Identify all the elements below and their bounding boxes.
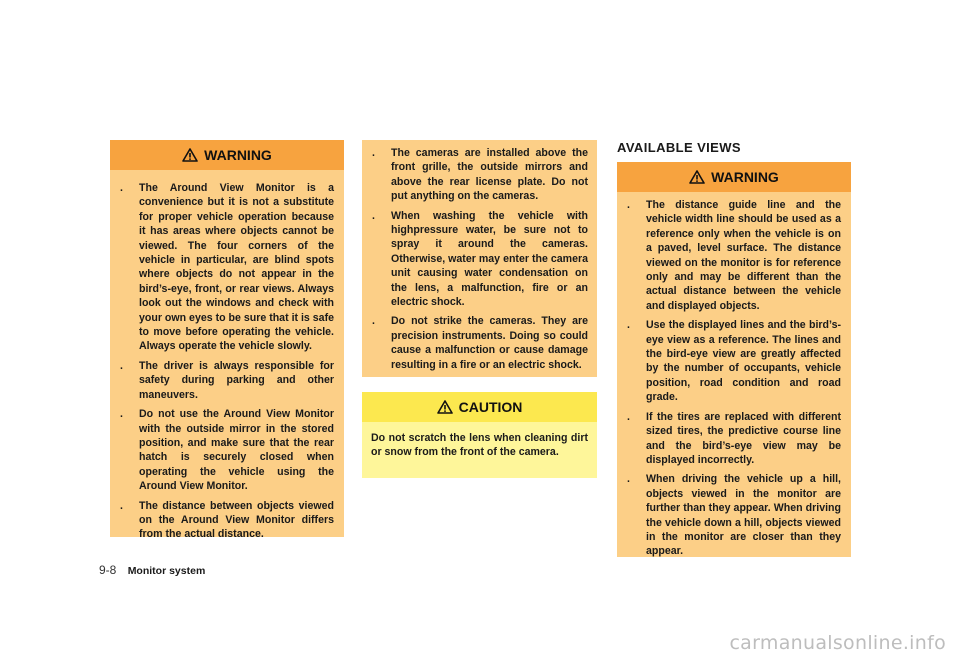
warning-box-2	[617, 162, 851, 557]
warning-item	[621, 318, 841, 404]
warning-list-2	[617, 192, 851, 559]
bullet: .	[120, 359, 123, 372]
warning-title-2: WARNING	[711, 169, 779, 185]
caution-title: CAUTION	[458, 399, 523, 415]
warning-item-text: The driver is always responsible for safety during parking and other maneuvers.	[139, 359, 334, 401]
warning-box-1	[110, 140, 344, 541]
bullet: .	[372, 315, 375, 328]
warning-item-text: The Around View Monitor is a convenience but it is not a substitute for proper vehicle operation because it has areas where objects cannot be viewed. The four corners of the vehicle in particular, are blind spots where objects do not appear in the bird’s-eye, front, or rear views. Always look out the windows and check with your own eyes to be sure that it is safe to move before operating the vehicle. Always operate the vehicle slowly.	[139, 182, 334, 353]
section-title: AVAILABLE VIEWS	[617, 140, 741, 155]
warning-item	[621, 198, 841, 313]
warning-item	[114, 181, 334, 354]
caution-triangle-icon	[437, 400, 453, 414]
warning-item	[114, 359, 334, 402]
warning-list-continued	[362, 140, 597, 372]
bullet: .	[627, 319, 630, 332]
bullet: .	[120, 182, 123, 194]
warning-header-2	[617, 162, 851, 192]
page-number: 9-8	[99, 563, 117, 577]
caution-text: Do not scratch the lens when cleaning dirt or snow from the front of the camera.	[371, 432, 588, 459]
warning-header-1	[110, 140, 344, 170]
warning-box-continued	[362, 140, 597, 377]
warning-title-1: WARNING	[204, 147, 272, 163]
warning-item	[366, 146, 588, 204]
page-footer	[99, 563, 205, 577]
bullet: .	[120, 408, 123, 421]
warning-item-text: If the tires are replaced with different sized tires, the predictive course line and the bird’s-eye view may be displayed incorrectly.	[646, 410, 841, 466]
warning-item-text: The distance between objects viewed on the Around View Monitor differs from the actual distance.	[139, 499, 334, 541]
warning-item	[114, 499, 334, 542]
bullet: .	[627, 199, 630, 211]
warning-item	[621, 410, 841, 468]
caution-box	[362, 392, 597, 478]
bullet: .	[372, 209, 375, 222]
warning-item	[366, 314, 588, 372]
bullet: .	[372, 147, 375, 159]
warning-item-text: Do not strike the cameras. They are precision instruments. Doing so could cause a malfunction or cause damage resulting in a fire or an electric shock.	[391, 315, 588, 371]
warning-triangle-icon	[182, 148, 198, 162]
warning-item-text: Do not use the Around View Monitor with the outside mirror in the stored position, and make sure that the rear hatch is securely closed when operating the vehicle using the Around View Monitor.	[139, 408, 334, 493]
bullet: .	[120, 499, 123, 512]
warning-item	[114, 407, 334, 493]
warning-item-text: When washing the vehicle with highpressure water, be sure not to spray it around the cameras. Otherwise, water may enter the camera unit causing water condensation on the lens, a malfunction, fire or an electric shock.	[391, 209, 588, 309]
watermark: carmanualsonline.info	[729, 632, 946, 654]
caution-header	[362, 392, 597, 422]
warning-item-text: Use the displayed lines and the bird’s-eye view as a reference. The lines and the bird-eye view are greatly affected by the number of occupants, vehicle position, road condition and road grade.	[646, 319, 841, 404]
bullet: .	[627, 473, 630, 486]
warning-item	[621, 472, 841, 558]
section-name: Monitor system	[127, 565, 206, 577]
warning-item-text: When driving the vehicle up a hill, objects viewed in the monitor are further than they appear. When driving the vehicle down a hill, objects viewed in the monitor are closer than they appear.	[646, 473, 841, 558]
warning-item-text: The cameras are installed above the front grille, the outside mirrors and above the rear license plate. Do not put anything on the cameras.	[391, 147, 588, 203]
bullet: .	[627, 410, 630, 423]
warning-item-text: The distance guide line and the vehicle width line should be used as a reference only when the vehicle is on a paved, level surface. The distance viewed on the monitor is for reference only and may be different than the actual distance between the vehicle and displayed objects.	[646, 199, 841, 312]
warning-item	[366, 209, 588, 310]
warning-list-1	[110, 170, 344, 542]
warning-triangle-icon	[689, 170, 705, 184]
